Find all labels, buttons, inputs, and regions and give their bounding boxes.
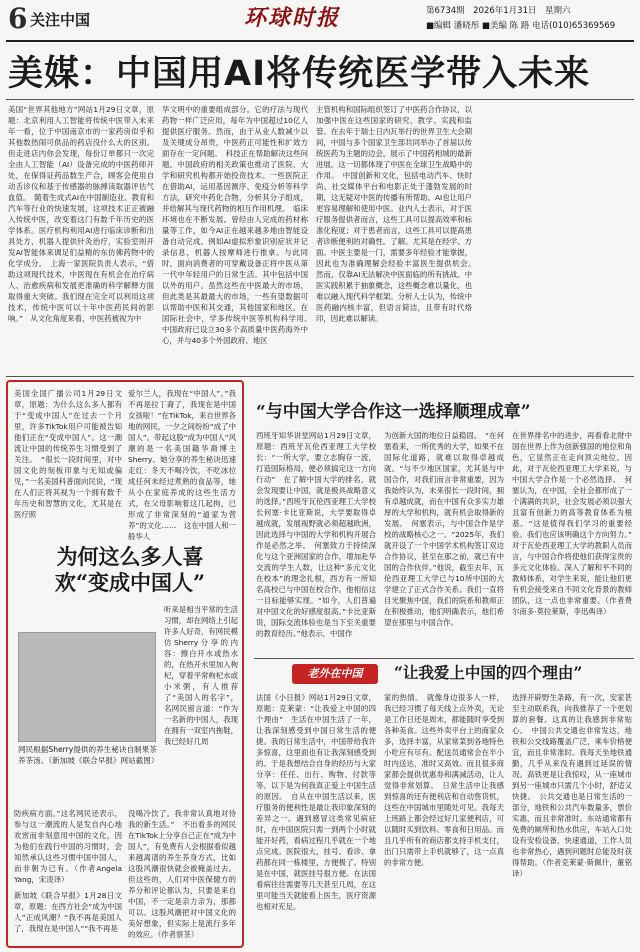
story3-column-3: 选择开辟野生条路，有一次，安家甚至主动联系我，向我推荐了一个更划算的套餐。这真的让我感到非常贴心。 中国公共交通也非常发达，地铁和公交线路覆盖广泛，乘车价格便宜，而且非常准时。我每天坐地铁通勤，几乎从来没有遇到过延误的情况。高铁更是让我惊叹，从一座城市到另一座城市只需几个小时，舒适又快捷。 公共交通也是日常生活的一部分，地铁和公共汽车数量多，票价实惠，而且非常准时。东站通常都有免费的厕所和热水供应，车站入口处设有安检设备，快速通道，工作人员也非常热心，遇到问题时总能及时获得帮助。（作者克莱蒙·斯佩什，董铭译） <box>512 693 632 878</box>
newspaper-logo: 环球时报 <box>244 5 341 31</box>
editors-line: ■编辑 潘晓彤 ■美编 陈 路 电话(010)65369569 <box>426 21 616 31</box>
main-story-column-3: 主管机构和国际组织签订了中医药合作协议，以加强中医在这些国家的研究、教学、实践和监管。在去年于瑞士日内瓦举行的世界卫生大会期间，中国与多个国家卫生部共同举办了首届以传统医药为主题的边会，展示了中国药相城的最新进展。这一切都体现了中医在全球卫生战略中的作用。 中国创新和文化，包括电动汽车、快时尚、社交媒体平台和电影正处于蓬勃发展的时期，这无疑对中医的传播有所帮助。AI也让用户更容易理解和使用中医。业内人士表示，对于医疗服务提供者而言，这些工具可以提高效率和标准化程度；对于患者而言，这些工具可以提高患者诊断便利的对确性。了解。尤其是在经学、方面。中医主要是一门，需要多年经验才能掌握，因此也为准确理解会经验丰富医生提供机会。 然而，仅靠AI无法解决中医面临的所有挑战。中医实践积累于抽象概念，这些概念难以量化，也难以融入现代科学框架。分析人士认为，传统中医药融内核丰富，但语言简洁，且带有时代烙印，因此难以解读。 <box>316 105 480 323</box>
main-headline: 美媒：中国用AI将传统医学带入未来 <box>8 54 591 94</box>
page-number: 6 <box>8 2 28 35</box>
section-title: 关注中国 <box>30 11 91 29</box>
header-rule <box>6 40 634 42</box>
main-story-column-2: 华文明中的重要组成部分。它的疗法与现代药物一样广泛应用，每年为中国超过10亿人提供医疗服务。然而，由于从业人数减少以及关键成分昂贵，中医药正可能性和扩效方面存在一定问题。 科技正在帮助解决这些问题。中国政府的相关政策也推动了医院、大学和研究机构都开始投资技术。一些医院正在借助AI，运用基因测序、免疫分析等科学方法，研究中药化合物，分析其分子组成，并给解其与现代药物的相互作用机理。 临床环境也在不断发展。曾经由人完成的药材称量等工作，如今AI正在越来越多地由智能设备自动完成。例如AI虚拟形象识别症状并记录信息，机器人按摩师进行推拿。与此同时，面向消费者的可穿戴设备正将中医从第一代中年轻用户的日常生活。其中包括中国以外的用户。虽然这些在中医最大的市场，但此类是其最最大的市场，一些有望数据可以帮助中医和其交通，其他国家和地区，在国际社会中，学多传统中医等机构科学用。 中国政府已设立30多个高质量中医药海外中心，并与40多个外国政府、地区 <box>162 105 316 345</box>
story2-column-2: 为创新大国的地位日益稳固。 “在何塞看来，一所优秀的大学，如果不在国际化道路，就难以取得卓越成就。“与不少地区国家，尤其是与中国合作，对我们而言非常重要，因为我始终认为，未来很长一段时间，拥有卓越成就，而在中国有众多实力雄厚的大学和机构，就有机会取得新的发展。 何塞表示，与中国合作是学校的战略核心之一。“2025年，我们就开设了一个中国学术机构签订双边合作协议，甚至在那之前，就已有中国的合作伙伴。”他说，截至去年，瓦伦西亚理工大学已与10所中国的大学建立了正式合作关系。我们一直将目光聚焦中国，我们的院系和教师正在积极推动，他们明确表示，他们希望在那里与中国合作。 <box>384 431 504 627</box>
story3-headline: “让我爱上中国的四个理由” <box>394 663 583 682</box>
main-story-column-4 <box>480 104 632 372</box>
photo-caption: 网民根据Sherry提供的养生秘诀自制果茶养茶汤。（新加坡《联合早报》网站截图） <box>18 745 159 765</box>
box-lead-column-1: 美国全国广播公司1月29日文章，原题：为什么这么多人都有于“变成中国人”在过去一个月里，许多TikTok用户可能被告知他们正在“变成中国人”。这一潮流让中国的传统养生习惯受到了关注。 “很长一段时间里，对中国文化的刻板印象与无知或偏见，”一名美国科普面向民说，“现在人们正将其视为一个拥有数千年历史和智慧的文化，尤其是在医疗照 <box>14 389 122 519</box>
box-lead-column-2: 爱尔兰人，我现在“中国人”。”我不再是拉丁裔了，我现在是中国女孩啦！”在TikTok，来自世界各地的网民，一夕之间纷纷“成了中国人”。带起这股“成为中国人”风潮的是一名美国籍华裔博主Sherry。她分享的养生秘诀迅速走红：冬天不喝冷饮，不吃冰拉成任何未经过煮熟的食品等，她从小在家庭养成的这些生活方式，在父母影响着这几起拘，已形成了非常深刻的“道家为营养”的文化…… 这在中国人和一般华人 <box>128 389 236 541</box>
box-bottom-column-3: 没喝冷饮了。我非常认真地对待我的新生活。” 不出看多的网民在TikTok上分享自己正在“成为中国人”，有免费有人会根据看似越来越离谱的养生养身方式，比如这股风潮很快就会被掩盖过去。但这些的，人们对中医保健方的养分和评论都认为，只要是来自中国，不一定是亲力亲为，那都可以。这股风潮把对中国文化的美好想象，但实际上是流行多年的效应。（作者察茶） <box>128 809 236 939</box>
story3-column-2: 家的热情。 就像身边很多人一样，我已经习惯了每天线上点外卖，无论是工作日还是周末，都能随时享受到各种美食。这些外卖平台上的商家众多，选择丰富，从家常菜到各地特色小吃应有尽有。配送员通常会在半小时内送达，准时又高效。而且很多商家都会提供优惠券和满减活动，让人觉得非常划算。 日常生活中让我感到惊喜的还有便利店和自动售货机，这些在中国城市里随处可见。我每天上班路上都会经过好几家便利店，可以随时买到饮料、零食和日用品。而且几乎所有的商店都支持手机支付，出门只需带上手机就够了，这一点真的非常方便。 <box>384 693 504 867</box>
photo-placeholder <box>18 632 156 742</box>
box-right-column: 听来是相当平常的生活习惯，却在网络上引起许多人好奇，有网民模仿Sherry分享的内容：擦白开水或热水的，在热开水里加入枸杞，穿着平常枸杞水或小米粥，有人推荐了“美国人的名字”，名网民留言道：“作为一名新的中国人，我现在拥有一双室内拖鞋，我已经好几周 <box>164 605 238 746</box>
issue-date: 第6734期 2026年1月31日 星期六 <box>426 6 571 16</box>
story2-column-3: 在世界排名中的进步，再看看北财中国在世界上作为创新强国的地位和角色，它显然正在走向顶尖地位。因此，对于瓦伦西亚理工大学来说，与中国大学合作是一个必然选择。 何塞认为，在中国，全社会都形成了一个满满的共识，社会发展必须以强大且富有创新力的高等教育体系为根基。“这是值得我们学习的重要经验。我们也应该明确这个方向努力。” 对于瓦伦西亚理工大学的教职人员而言，与中国合作将使他们获得宝贵的多元文化体验。深入了解和平不同的教师体系，对学生来说，能让他们更有机会接受来自不同文化背景的教师团队，这一点也非常重要。（作者费尔南多·莫拉莱斯，李迅典译） <box>512 431 640 616</box>
headline-rule <box>6 99 634 100</box>
story3-column-1: 法国《小日报》网站1月29日文章，原题：克莱蒙：“让我爱上中国的四个理由” 生活在中国生活了一年，让我深刻感受到中国日常生活的便捷。我的日常生活中，中国带给我许多惊喜，这里面也有让我深刻感受到的。于是我想结合自身的经历与大家分享：任任、出行、购物、付款等等。以下是为何我真正爱上中国生活的原因。 自从在中国生活以来，医疗服务的便利性是最让我印象深刻的差异之一。遇到感冒这类常见病症时，在中国医院只需一到两个小时就能开好药，看病过程几乎就在一个地点完成。医院很大，挂号、看诊、拿药都在同一栋楼里，方便极了。特别是在中国，就医挂号很方便。在法国看病往往需要等几天甚至几周，在这里可能当天就能看上医生，医疗资源也相对充足。 <box>256 693 376 911</box>
section-divider <box>6 376 634 377</box>
main-story-column-1: 美国“世界其他地方”网站1月29日文章，原题：北京利用人工智能将传统中医带入未来 年一看，位于中国南京市的一家药房似乎和其他数热闹可供品的药店没什么大的区别。但走进店内你会发现，每份订单都只一次完全由人工智能（AI）设备完成的中医药师开处，在保得证药品数生产合，顾客会使用自动舌诊仪和基于传感器的脉搏读取器评估气血值。 随着生成式AI在中国制造业、教育和汽车等行业的快速发展，这项技术正正被融入传统中医，改变着这门有数千年历史的医学体系。医疗机构利用AI进行临床诊断和出具处方，机器人提供针灸治疗，实验室则开发AI智能体来调足们益精的东仿佛药物中的化学成分。 上海一家医院负责人表示，“借助这项现代技术，中医现在有机会在治疗病人、治愈疾病和发展更准确的科学解释方面取得重大突破。我们现在完全可以利用这项技术，传统中医可以十年中医药民间的影响。” 从文化角度来看，中医药被视为中 <box>8 105 162 323</box>
box-bottom-column-2: 新加坡《联合早报》1月28日文章，原题：在西方社会“成为中国人”正成风潮？“我不再是美国人了，我现在是中国人”“我不再是 <box>14 891 122 933</box>
column-tag: 老外在中国 <box>292 664 378 684</box>
story2-column-1: 西班牙知华讲堂网站1月29日文章，原题：西班牙瓦伦西亚理工大学校长：“一所大学，要立志胸存一流，打造国际格局，便必须搞定这一方向行动” 在了解中国大学的排名，就会发现要让中国，就是极具战略意义的选择。”西班牙瓦伦西亚理工大学校长何塞·卡比亚斯说，大学要取得卓越成就，发展视野就必须超越欧洲，因此选择与中国的大学和机构开展合作是必然之举。 何塞致力于持续深化与这个亚洲国家的合作，增加赴华交流的学生人数，让这种“多元文化在校本”的理念扎根，西方有一所知名高校已与中国在校合作。他相信这一目标能够实现。“如今，人们普遍对中国文化的好感度很高。”卡比亚斯说，国际交流体验也是当下至关重要的教育经历。”他表示，中国作 <box>256 431 376 638</box>
story-divider <box>254 658 634 659</box>
story2-headline: “与中国大学合作这一选择顺理成章” <box>256 402 531 422</box>
box-bottom-column-1: 防疾病方面。”这名网民还表示，参与这一潮流的人是发自内心地欢赏而非刻意用中国的文化，因为他们在践行中国的习惯时，会知然承认这些习惯中国中国人，而非朝为已有。（作者Angela Yang，宋凌译） <box>14 809 122 884</box>
box-headline: 为何这么多人喜欢“变成中国人” <box>54 544 206 595</box>
